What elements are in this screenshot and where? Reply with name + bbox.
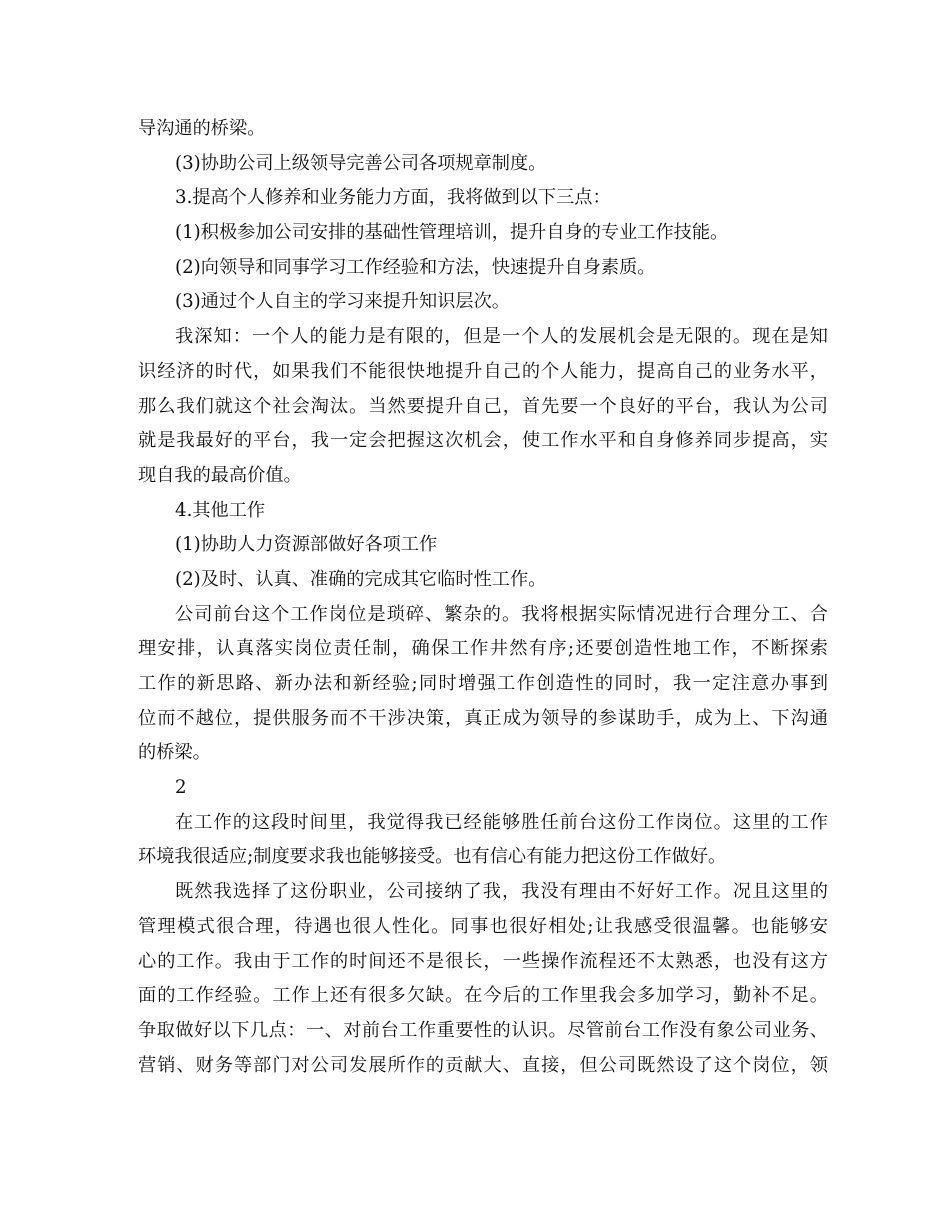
text-line: 心的工作。我由于工作的时间还不是很长，一些操作流程还不太熟悉，也没有这方 xyxy=(138,950,828,972)
text-line: 在工作的这段时间里，我觉得我已经能够胜任前台这份工作岗位。这里的工作 xyxy=(175,811,828,833)
text-line: 环境我很适应;制度要求我也能够接受。也有信心有能力把这份工作做好。 xyxy=(138,846,727,868)
text-line: 那么我们就这个社会淘汰。当然要提升自己，首先要一个良好的平台，我认为公司 xyxy=(138,395,828,417)
text-line: 导沟通的桥梁。 xyxy=(138,118,266,139)
text-line: 识经济的时代，如果我们不能很快地提升自己的个人能力，提高自己的业务水平， xyxy=(138,360,828,382)
text-line: 管理模式很合理，待遇也很人性化。同事也很好相处;让我感受很温馨。也能够安 xyxy=(138,915,828,937)
text-line: 4.其他工作 xyxy=(175,499,266,521)
text-line: 我深知：一个人的能力是有限的，但是一个人的发展机会是无限的。现在是知 xyxy=(175,326,828,348)
text-line: 2 xyxy=(175,777,187,799)
text-line: (3)协助公司上级领导完善公司各项规章制度。 xyxy=(175,152,547,174)
text-line: 就是我最好的平台，我一定会把握这次机会，使工作水平和自身修养同步提高，实 xyxy=(138,430,828,452)
text-line: 的桥梁。 xyxy=(138,742,211,764)
text-line: 营销、财务等部门对公司发展所作的贡献大、直接，但公司既然设了这个岗位，领 xyxy=(138,1054,828,1076)
text-line: (2)向领导和同事学习工作经验和方法，快速提升自身素质。 xyxy=(175,256,656,278)
text-line: 理安排，认真落实岗位责任制，确保工作井然有序;还要创造性地工作，不断探索 xyxy=(138,638,828,660)
text-line: 现自我的最高价值。 xyxy=(138,464,302,486)
text-line: 工作的新思路、新办法和新经验;同时增强工作创造性的同时，我一定注意办事到 xyxy=(138,673,828,694)
document-body xyxy=(138,112,828,1083)
text-line: (3)通过个人自主的学习来提升知识层次。 xyxy=(175,291,510,313)
text-line: 既然我选择了这份职业，公司接纳了我，我没有理由不好好工作。况且这里的 xyxy=(175,881,828,903)
text-line: (2)及时、认真、准确的完成其它临时性工作。 xyxy=(175,568,547,590)
text-line: 位而不越位，提供服务而不干涉决策，真正成为领导的参谋助手，成为上、下沟通 xyxy=(138,707,828,729)
text-line: 争取做好以下几点：一、对前台工作重要性的认识。尽管前台工作没有象公司业务、 xyxy=(138,1019,828,1041)
text-line: 面的工作经验。工作上还有很多欠缺。在今后的工作里我会多加学习，勤补不足。 xyxy=(138,985,828,1007)
text-line: (1)协助人力资源部做好各项工作 xyxy=(175,534,438,556)
text-line: (1)积极参加公司安排的基础性管理培训，提升自身的专业工作技能。 xyxy=(175,222,729,244)
text-line: 公司前台这个工作岗位是琐碎、繁杂的。我将根据实际情况进行合理分工、合 xyxy=(175,603,828,625)
text-line: 3.提高个人修养和业务能力方面，我将做到以下三点： xyxy=(175,187,611,209)
